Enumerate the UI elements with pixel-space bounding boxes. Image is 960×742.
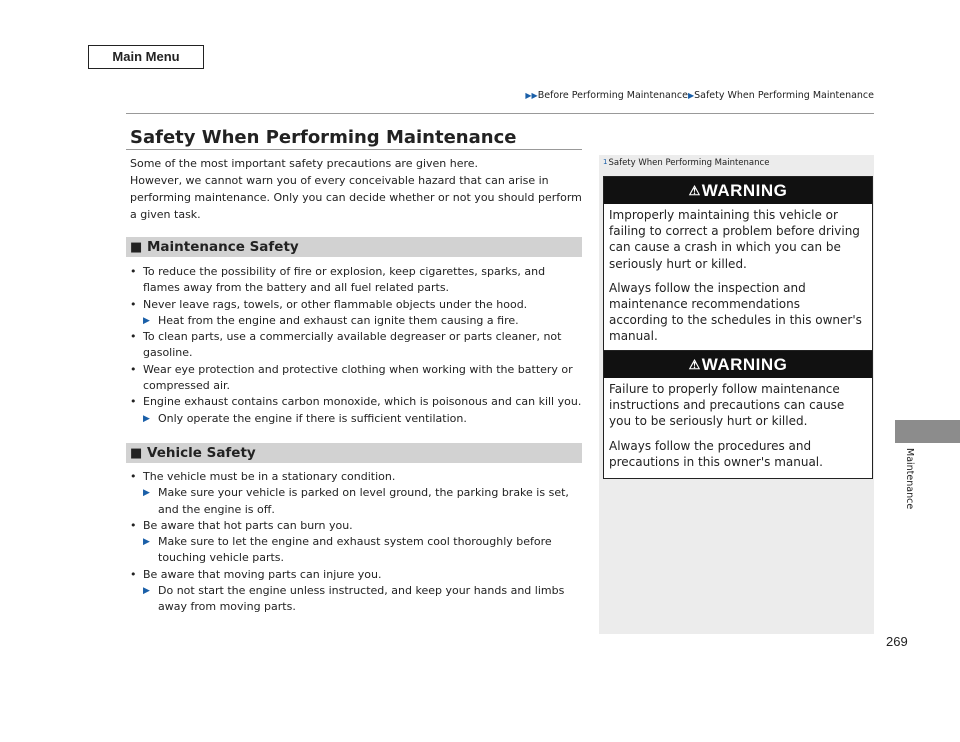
sub-item: ▶ Do not start the engine unless instructed, and keep your hands and limbs away from moving parts. xyxy=(143,584,565,614)
warning-header: ⚠WARNING xyxy=(604,177,872,204)
arrow-right-icon: ▶▶ xyxy=(525,91,538,100)
warning-text: Improperly maintaining this vehicle or failing to correct a problem before driving can cause a crash in which you can be seriously hurt or killed. xyxy=(609,208,860,271)
bullet-icon: • xyxy=(130,395,137,409)
arrow-right-icon: ▶ xyxy=(143,537,150,548)
sidebar-title-text: Safety When Performing Maintenance xyxy=(608,158,770,168)
breadcrumb-item[interactable]: Safety When Performing Maintenance xyxy=(694,90,874,101)
list-item: • To clean parts, use a commercially available degreaser or parts cleaner, not gasoline. xyxy=(130,330,562,360)
breadcrumb-item[interactable]: Before Performing Maintenance xyxy=(537,90,688,101)
warning-text: Failure to properly follow maintenance instructions and precautions can cause you to be seriously hurt or killed. xyxy=(609,382,845,429)
vehicle-safety-list xyxy=(130,469,585,616)
bullet-icon: • xyxy=(130,265,137,278)
section-heading-vehicle-safety xyxy=(126,443,582,463)
intro-paragraph: Some of the most important safety precautions are given here. xyxy=(130,157,479,170)
page-title: Safety When Performing Maintenance xyxy=(130,127,517,148)
square-icon: ■ xyxy=(130,446,143,461)
arrow-right-icon: ▶ xyxy=(143,586,150,597)
section-heading-label: Vehicle Safety xyxy=(147,445,256,461)
list-item: • Be aware that moving parts can injure you. ▶ Do not start the engine unless instructed, and keep your hands and limbs away from moving parts. xyxy=(130,567,585,616)
list-item: • Wear eye protection and protective clothing when working with the battery or compressed air. xyxy=(130,362,573,393)
divider xyxy=(126,113,874,114)
square-icon: ■ xyxy=(130,240,143,255)
sub-item: ▶ Heat from the engine and exhaust can ignite them causing a fire. xyxy=(143,313,585,329)
warning-text: Always follow the procedures and precautions in this owner's manual. xyxy=(609,438,823,469)
intro-paragraph: However, we cannot warn you of every conceivable hazard that can arise in performing maintenance. Only you can decide whether or not you should perform a given task. xyxy=(130,174,582,221)
warning-text: Always follow the inspection and maintenance recommendations according to the schedules in this owner's manual. xyxy=(609,280,862,344)
arrow-right-icon: ▶ xyxy=(143,315,150,326)
page-number: 269 xyxy=(886,634,908,649)
warning-triangle-icon: ⚠ xyxy=(688,357,701,372)
bullet-icon: • xyxy=(130,470,137,483)
main-menu-button[interactable]: Main Menu xyxy=(88,45,204,69)
section-heading-label: Maintenance Safety xyxy=(147,239,299,255)
maintenance-safety-list xyxy=(130,264,585,427)
arrow-right-icon: ▶ xyxy=(687,91,695,100)
bullet-icon: • xyxy=(130,297,137,311)
list-item: • To reduce the possibility of fire or explosion, keep cigarettes, sparks, and flames away from the battery and all fuel related parts. xyxy=(130,265,546,295)
warning-box xyxy=(603,350,873,479)
bullet-icon: • xyxy=(130,518,137,532)
list-item: • Engine exhaust contains carbon monoxide, which is poisonous and can kill you. ▶ Only operate the engine if there is sufficient ventilation. xyxy=(130,394,585,427)
chapter-tab-label: Maintenance xyxy=(904,448,915,510)
list-item: • The vehicle must be in a stationary condition. ▶ Make sure your vehicle is parked on level ground, the parking brake is set, and the engine is off. xyxy=(130,469,585,518)
bullet-icon: • xyxy=(130,330,137,344)
section-heading-maintenance-safety xyxy=(126,237,582,257)
bullet-icon: • xyxy=(130,567,137,581)
warning-triangle-icon: ⚠ xyxy=(688,183,701,198)
warning-header: ⚠WARNING xyxy=(604,351,872,378)
sub-item: ▶ Make sure your vehicle is parked on level ground, the parking brake is set, and the engine is off. xyxy=(143,486,569,516)
chapter-tab[interactable] xyxy=(895,420,960,443)
list-item: • Be aware that hot parts can burn you. ▶ Make sure to let the engine and exhaust system cool thoroughly before touching vehicle parts. xyxy=(130,518,585,567)
sidebar-title xyxy=(603,158,769,168)
divider xyxy=(126,149,582,150)
intro-text xyxy=(130,155,582,223)
bullet-icon: • xyxy=(130,362,137,376)
reference-number: 1 xyxy=(603,158,608,166)
sub-item: ▶ Only operate the engine if there is sufficient ventilation. xyxy=(143,411,585,427)
arrow-right-icon: ▶ xyxy=(143,488,150,499)
warning-box xyxy=(603,176,873,354)
arrow-right-icon: ▶ xyxy=(143,413,150,424)
sub-item: ▶ Make sure to let the engine and exhaust system cool thoroughly before touching vehicle parts. xyxy=(143,535,552,565)
breadcrumb xyxy=(525,90,874,101)
list-item: • Never leave rags, towels, or other flammable objects under the hood. ▶ Heat from the engine and exhaust can ignite them causing a fire. xyxy=(130,297,585,330)
